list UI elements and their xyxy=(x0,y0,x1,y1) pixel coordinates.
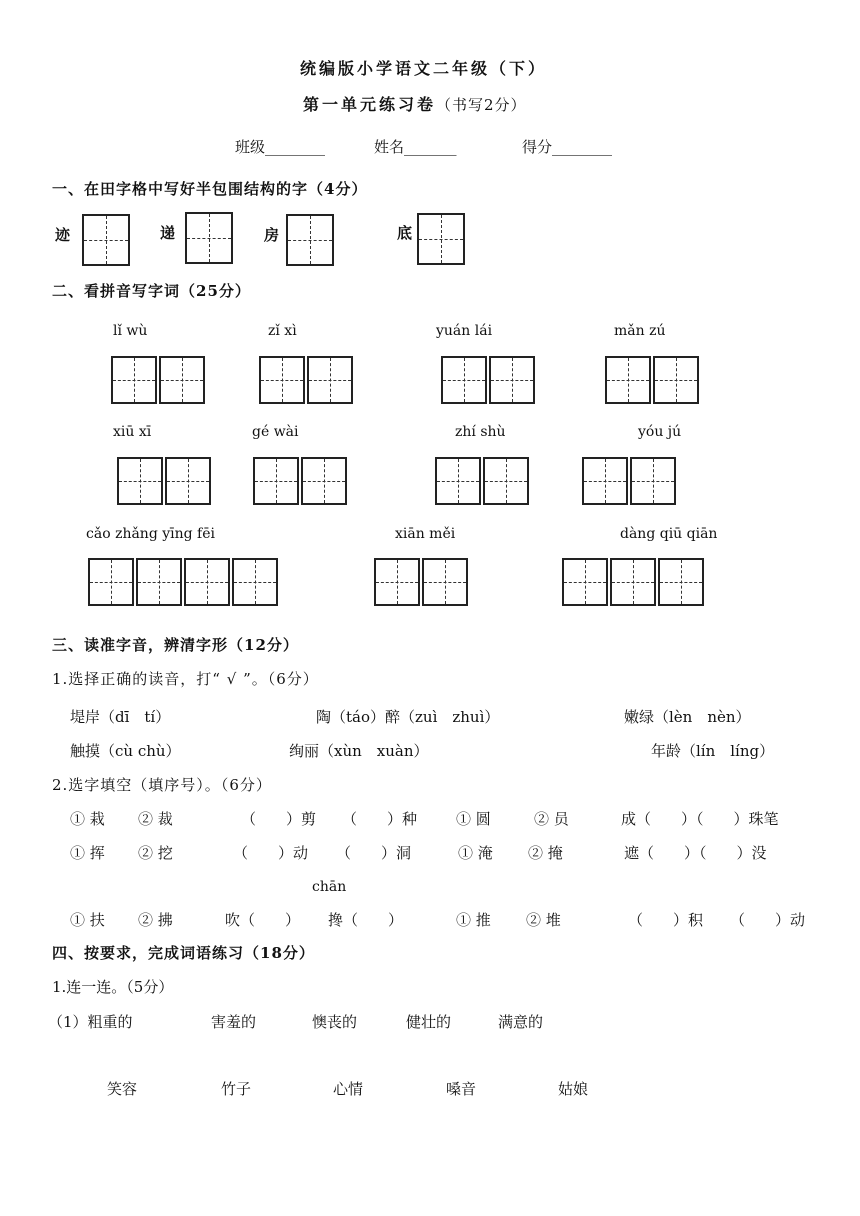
question-3-1: 1.选择正确的读音，打“ √ ”。（6分） xyxy=(52,670,319,688)
fill-blank[interactable]: （ ）种 xyxy=(342,810,418,828)
fill-blank[interactable]: （ ）动 xyxy=(233,844,309,862)
option: ② 挖 xyxy=(138,844,173,862)
pinyin-label: xiān měi xyxy=(395,526,456,542)
page-title: 统编版小学语文二年级（下） xyxy=(300,59,548,78)
grid-cell[interactable] xyxy=(483,457,529,505)
option: ① 栽 xyxy=(70,810,105,828)
option: ① 扶 xyxy=(70,911,105,929)
grid-cell[interactable] xyxy=(159,356,205,404)
grid-cell[interactable] xyxy=(582,457,628,505)
option: ② 裁 xyxy=(138,810,173,828)
writing-grid-4[interactable] xyxy=(417,213,467,265)
question-3-2: 2.选字填空（填序号）。（6分） xyxy=(52,776,272,794)
answer-grid[interactable] xyxy=(88,558,280,606)
pinyin-label: zhí shù xyxy=(455,424,506,440)
reading-choice[interactable]: 嫩绿（lèn nèn） xyxy=(624,708,751,726)
example-char-3: 房 xyxy=(264,226,280,244)
grid-cell[interactable] xyxy=(301,457,347,505)
match-word-bottom[interactable]: 心情 xyxy=(333,1080,364,1098)
section1-heading: 一、在田字格中写好半包围结构的字（4分） xyxy=(52,180,368,198)
answer-grid[interactable] xyxy=(582,457,678,505)
reading-choice[interactable]: 陶（táo）醉（zuì zhuì） xyxy=(316,708,500,726)
reading-choice[interactable]: 堤岸（dī tí） xyxy=(70,708,171,726)
answer-grid[interactable] xyxy=(259,356,355,404)
option: ② 员 xyxy=(534,810,569,828)
answer-grid[interactable] xyxy=(374,558,470,606)
grid-cell[interactable] xyxy=(232,558,278,606)
grid-cell[interactable] xyxy=(184,558,230,606)
option: ② 堆 xyxy=(526,911,561,929)
pinyin-hint: chān xyxy=(312,879,347,895)
grid-cell[interactable] xyxy=(630,457,676,505)
match-word-bottom[interactable]: 笑容 xyxy=(107,1080,138,1098)
writing-grid-1[interactable] xyxy=(82,214,132,266)
grid-cell[interactable] xyxy=(253,457,299,505)
fill-blank[interactable]: 遮（ ）（ ）没 xyxy=(624,844,767,862)
answer-grid[interactable] xyxy=(111,356,207,404)
score-field[interactable]: 得分________ xyxy=(522,138,613,156)
grid-cell[interactable] xyxy=(374,558,420,606)
grid-cell[interactable] xyxy=(441,356,487,404)
match-word-bottom[interactable]: 嗓音 xyxy=(446,1080,477,1098)
pinyin-label: yuán lái xyxy=(436,323,493,339)
grid-cell[interactable] xyxy=(605,356,651,404)
grid-cell[interactable] xyxy=(422,558,468,606)
grid-cell[interactable] xyxy=(88,558,134,606)
pinyin-label: gé wài xyxy=(252,424,299,440)
subtitle-note: （书写2分） xyxy=(436,96,527,114)
pinyin-label: xiū xī xyxy=(113,424,152,440)
fill-blank[interactable]: （ ）动 xyxy=(730,911,806,929)
page-subtitle xyxy=(303,97,527,113)
grid-cell[interactable] xyxy=(117,457,163,505)
fill-blank[interactable]: 成（ ）（ ）珠笔 xyxy=(621,810,779,828)
match-word-top[interactable]: 懊丧的 xyxy=(312,1013,358,1031)
option: ② 拂 xyxy=(138,911,173,929)
fill-blank[interactable]: 搀（ ） xyxy=(328,911,404,929)
grid-cell[interactable] xyxy=(136,558,182,606)
reading-choice[interactable]: 绚丽（xùn xuàn） xyxy=(289,742,429,760)
section4-heading: 四、按要求，完成词语练习（18分） xyxy=(52,944,315,962)
match-word-top[interactable]: （1）粗重的 xyxy=(48,1013,133,1031)
match-word-top[interactable]: 健壮的 xyxy=(406,1013,452,1031)
pinyin-label: dàng qiū qiān xyxy=(620,526,718,542)
section2-heading: 二、看拼音写字词（25分） xyxy=(52,282,251,300)
grid-cell[interactable] xyxy=(658,558,704,606)
grid-cell[interactable] xyxy=(165,457,211,505)
option: ① 圆 xyxy=(456,810,491,828)
pinyin-label: cǎo zhǎng yīng fēi xyxy=(86,526,215,542)
match-word-top[interactable]: 满意的 xyxy=(498,1013,544,1031)
reading-choice[interactable]: 触摸（cù chù） xyxy=(70,742,181,760)
grid-cell[interactable] xyxy=(489,356,535,404)
option: ② 掩 xyxy=(528,844,563,862)
answer-grid[interactable] xyxy=(441,356,537,404)
example-char-4: 底 xyxy=(397,224,413,242)
match-word-bottom[interactable]: 姑娘 xyxy=(558,1080,589,1098)
grid-cell[interactable] xyxy=(653,356,699,404)
pinyin-label: lǐ wù xyxy=(113,323,148,339)
grid-cell[interactable] xyxy=(562,558,608,606)
grid-cell[interactable] xyxy=(435,457,481,505)
pinyin-label: zǐ xì xyxy=(268,323,297,339)
fill-blank[interactable]: 吹（ ） xyxy=(225,911,301,929)
grid-cell[interactable] xyxy=(286,214,334,266)
answer-grid[interactable] xyxy=(253,457,349,505)
grid-cell[interactable] xyxy=(259,356,305,404)
fill-blank[interactable]: （ ）积 xyxy=(628,911,704,929)
name-field[interactable]: 姓名_______ xyxy=(374,138,457,156)
grid-cell[interactable] xyxy=(185,212,233,264)
answer-grid[interactable] xyxy=(435,457,531,505)
answer-grid[interactable] xyxy=(605,356,701,404)
subtitle-main: 第一单元练习卷 xyxy=(303,95,437,114)
answer-grid[interactable] xyxy=(562,558,706,606)
answer-grid[interactable] xyxy=(117,457,213,505)
section3-heading: 三、读准字音，辨清字形（12分） xyxy=(52,636,299,654)
question-4-1: 1.连一连。（5分） xyxy=(52,978,174,996)
pinyin-label: yóu jú xyxy=(638,424,682,440)
example-char-2: 递 xyxy=(160,224,176,242)
option: ① 推 xyxy=(456,911,491,929)
writing-grid-3[interactable] xyxy=(286,214,336,266)
grid-cell[interactable] xyxy=(610,558,656,606)
grid-cell[interactable] xyxy=(417,213,465,265)
example-char-1: 迹 xyxy=(55,226,71,244)
grid-cell[interactable] xyxy=(111,356,157,404)
match-word-top[interactable]: 害羞的 xyxy=(211,1013,257,1031)
option: ① 淹 xyxy=(458,844,493,862)
option: ① 挥 xyxy=(70,844,105,862)
writing-grid-2[interactable] xyxy=(185,212,235,264)
reading-choice[interactable]: 年龄（lín líng） xyxy=(651,742,775,760)
pinyin-label: mǎn zú xyxy=(614,323,666,339)
grid-cell[interactable] xyxy=(82,214,130,266)
grid-cell[interactable] xyxy=(307,356,353,404)
fill-blank[interactable]: （ ）剪 xyxy=(241,810,317,828)
match-word-bottom[interactable]: 竹子 xyxy=(221,1080,252,1098)
fill-blank[interactable]: （ ）洞 xyxy=(336,844,412,862)
class-field[interactable]: 班级________ xyxy=(235,138,326,156)
